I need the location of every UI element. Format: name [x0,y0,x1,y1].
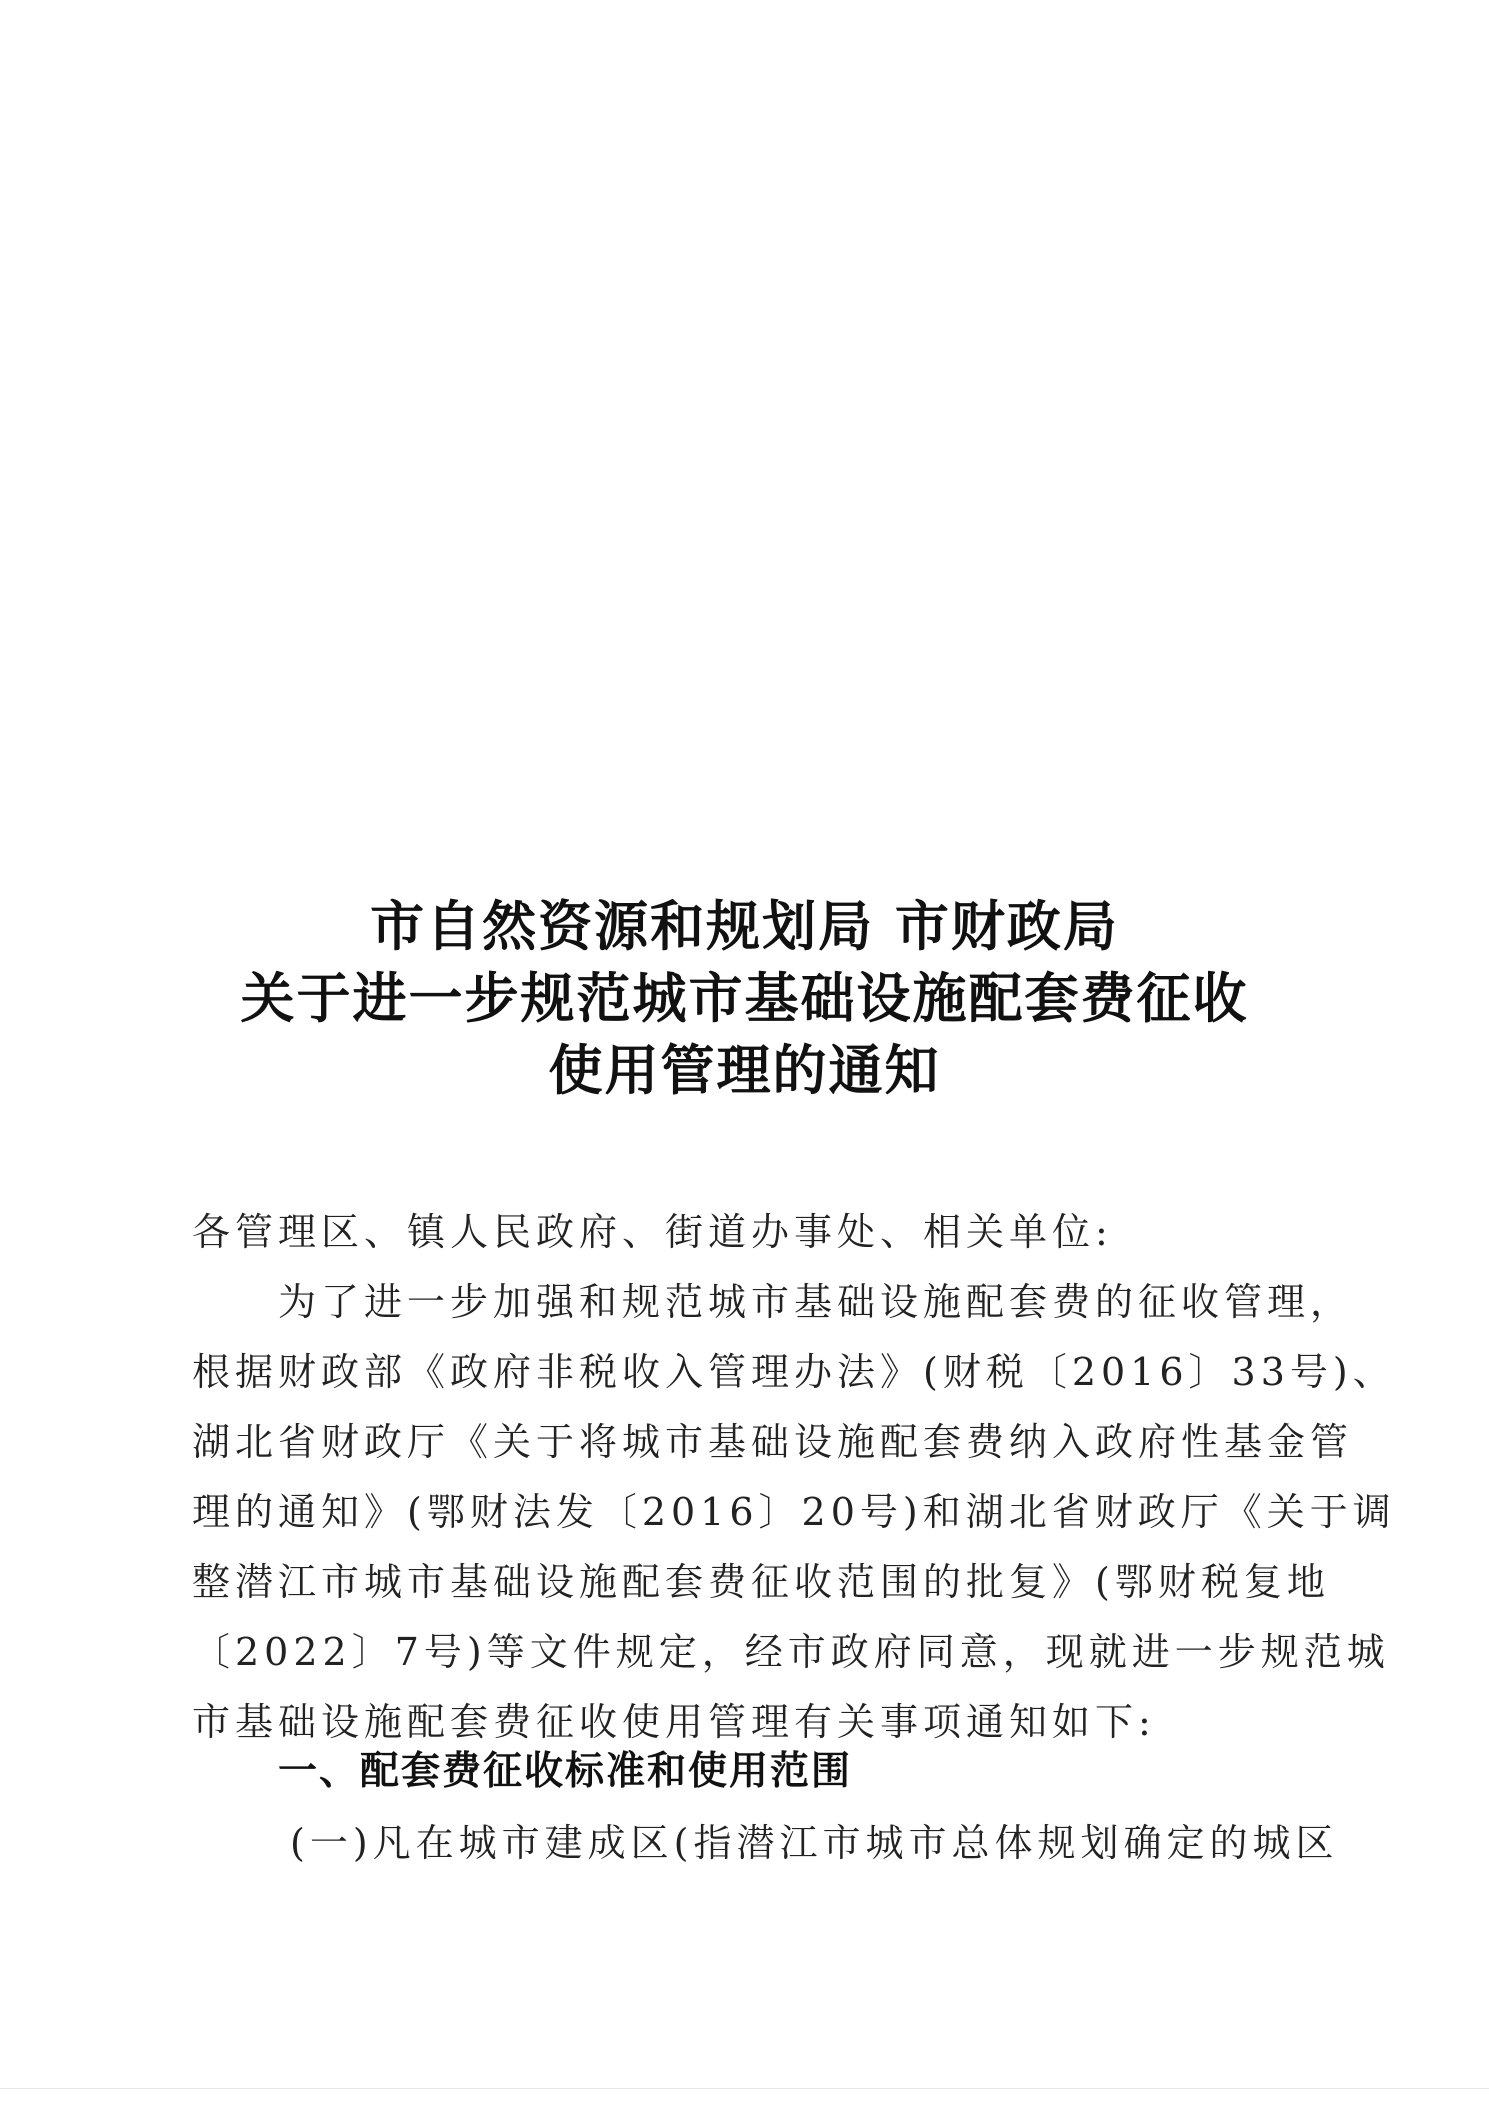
paragraph-line: 市基础设施配套费征收使用管理有关事项通知如下: [192,1700,1156,1744]
section-1-item-1: (一)凡在城市建成区(指潜江市城市总体规划确定的城区 [290,1821,1339,1865]
paragraph-line: 根据财政部《政府非税收入管理办法》(财税〔2016〕33号)、 [192,1350,1396,1394]
paragraph-line: 为了进一步加强和规范城市基础设施配套费的征收管理， [278,1280,1354,1324]
section-heading-1: 一、配套费征收标准和使用范围 [278,1749,853,1794]
paragraph-line: 整潜江市城市基础设施配套费征收范围的批复》(鄂财税复地 [192,1560,1330,1604]
paragraph-line: 理的通知》(鄂财法发〔2016〕20号)和湖北省财政厅《关于调 [192,1490,1396,1534]
page-edge-divider [0,2088,1489,2089]
title-line-2: 关于进一步规范城市基础设施配套费征收 [240,966,1249,1030]
salutation: 各管理区、镇人民政府、街道办事处、相关单位: [192,1210,1113,1254]
paragraph-1 [192,1267,1396,1757]
title-line-3: 使用管理的通知 [548,1038,941,1102]
document-title [0,890,1489,1106]
paragraph-line: 湖北省财政厅《关于将城市基础设施配套费纳入政府性基金管 [192,1420,1354,1464]
paragraph-line: 〔2022〕7号)等文件规定，经市政府同意，现就进一步规范城 [192,1630,1390,1674]
title-line-1: 市自然资源和规划局 市财政局 [370,894,1119,958]
